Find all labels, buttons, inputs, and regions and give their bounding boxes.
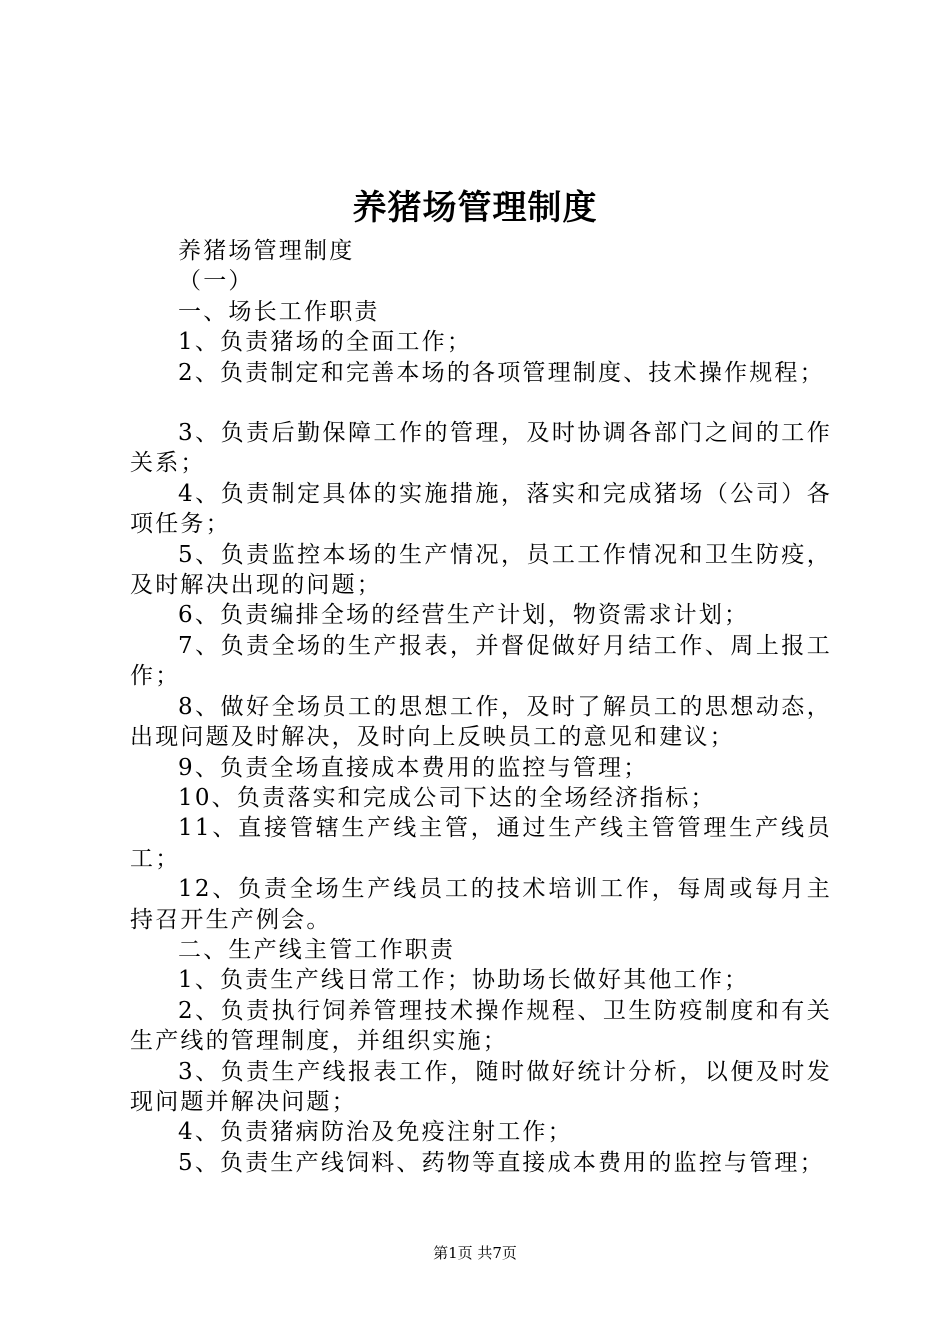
paragraph: 5、负责监控本场的生产情况，员工工作情况和卫生防疫，及时解决出现的问题； — [130, 541, 832, 599]
paragraph: 2、负责执行饲养管理技术操作规程、卫生防疫制度和有关生产线的管理制度，并组织实施； — [130, 997, 832, 1055]
paragraph: 2、负责制定和完善本场的各项管理制度、技术操作规程； — [178, 359, 825, 386]
blank-line — [130, 388, 832, 418]
paragraph: （一） — [178, 268, 254, 295]
paragraph: 3、负责后勤保障工作的管理，及时协调各部门之间的工作关系； — [130, 420, 832, 477]
paragraph: 3、负责生产线报表工作，随时做好统计分析，以便及时发现问题并解决问题； — [130, 1058, 832, 1115]
paragraph: 养猪场管理制度 — [178, 238, 355, 264]
section-heading: 二、生产线主管工作职责 — [178, 936, 456, 963]
section-heading: 一、场长工作职责 — [178, 298, 380, 325]
paragraph: 1、负责猪场的全面工作； — [178, 329, 473, 356]
document-body — [130, 236, 832, 1178]
page-title: 养猪场管理制度 — [352, 188, 598, 228]
paragraph: 11、直接管辖生产线主管，通过生产线主管管理生产线员工； — [130, 815, 832, 872]
page-number: 第1页 共7页 — [433, 1244, 517, 1262]
paragraph: 1、负责生产线日常工作；协助场长做好其他工作； — [178, 967, 750, 994]
paragraph: 4、负责制定具体的实施措施，落实和完成猪场（公司）各项任务； — [130, 480, 832, 538]
paragraph: 6、负责编排全场的经营生产计划，物资需求计划； — [178, 602, 750, 629]
paragraph: 7、负责全场的生产报表，并督促做好月结工作、周上报工作； — [130, 632, 832, 690]
paragraph: 5、负责生产线饲料、药物等直接成本费用的监控与管理； — [178, 1149, 825, 1176]
paragraph: 12、负责全场生产线员工的技术培训工作，每周或每月主持召开生产例会。 — [130, 876, 832, 933]
paragraph: 8、做好全场员工的思想工作，及时了解员工的思想动态，出现问题及时解决，及时向上反映员工的意见和建议； — [130, 693, 832, 751]
paragraph: 9、负责全场直接成本费用的监控与管理； — [178, 754, 649, 781]
paragraph: 4、负责猪病防治及免疫注射工作； — [178, 1119, 573, 1146]
paragraph: 10、负责落实和完成公司下达的全场经济指标； — [178, 784, 716, 811]
